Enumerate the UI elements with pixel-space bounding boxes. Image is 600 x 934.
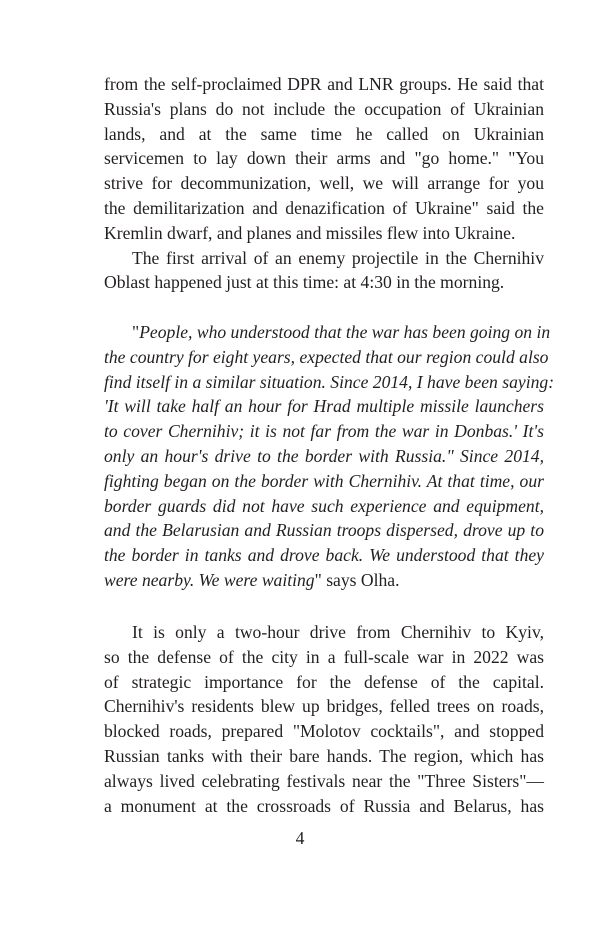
page-number: 4 <box>295 828 305 848</box>
text-line: Oblast happened just at this time: at 4:30 in the morning. <box>104 272 505 293</box>
text-line: always lived celebrating festivals near the "Three Sisters"— <box>104 770 544 791</box>
text-line <box>104 568 544 593</box>
paragraph-continuation <box>104 72 544 246</box>
text-line: lands, and at the same time he called on Ukrainian <box>104 123 544 144</box>
text-line <box>104 320 551 345</box>
quote-line: only an hour's drive to the border with Russia." Since 2014, <box>104 445 544 466</box>
quote-line: the border in tanks and drove back. We understood that they <box>104 545 544 566</box>
text-line: Russian tanks with their bare hands. The region, which has <box>104 745 544 766</box>
quote-line: 'It will take half an hour for Hrad multiple missile launchers <box>104 396 544 417</box>
quote-paragraph <box>104 320 555 593</box>
quote-line: the country for eight years, expected that our region could also <box>104 346 549 367</box>
text-line: the demilitarization and denazification of Ukraine" said the <box>104 197 544 218</box>
quote-text: People, who understood that the war has been going on in <box>139 322 551 342</box>
text-line: of strategic importance for the defense of the capital. <box>104 671 544 692</box>
text-line: Chernihiv's residents blew up bridges, felled trees on roads, <box>104 696 544 717</box>
quote-line: fighting began on the border with Chernihiv. At that time, our <box>104 470 544 491</box>
quote-line: border guards did not have such experience and equipment, <box>104 495 544 516</box>
text-line: The first arrival of an enemy projectile in the Chernihiv <box>132 247 544 268</box>
quote-line: find itself in a similar situation. Since 2014, I have been saying: <box>104 371 555 392</box>
text-line: from the self-proclaimed DPR and LNR groups. He said that <box>104 74 544 94</box>
paragraph-first-arrival <box>104 246 544 296</box>
quote-text: were nearby. We were waiting <box>104 569 315 590</box>
text-line: Russia's plans do not include the occupation of Ukrainian <box>104 98 544 119</box>
text-line: servicemen to lay down their arms and "go home." "You <box>104 148 544 169</box>
text-line: strive for decommunization, well, we will arrange for you <box>104 173 544 194</box>
quote-attribution: " says Olha. <box>314 569 400 590</box>
text-line: It is only a two-hour drive from Chernihiv to Kyiv, <box>132 622 544 642</box>
quote-line: and the Belarusian and Russian troops dispersed, drove up to <box>104 520 544 541</box>
text-line: a monument at the crossroads of Russia and Belarus, has <box>104 795 544 816</box>
quote-line: to cover Chernihiv; it is not far from the war in Donbas.' It's <box>104 421 544 442</box>
text-line: so the defense of the city in a full-scale war in 2022 was <box>104 646 544 667</box>
text-line: blocked roads, prepared "Molotov cocktails", and stopped <box>104 721 544 742</box>
text-line: Kremlin dwarf, and planes and missiles flew into Ukraine. <box>104 222 516 243</box>
paragraph-chernihiv-defense <box>104 620 544 818</box>
opening-quote-mark: " <box>132 322 140 342</box>
